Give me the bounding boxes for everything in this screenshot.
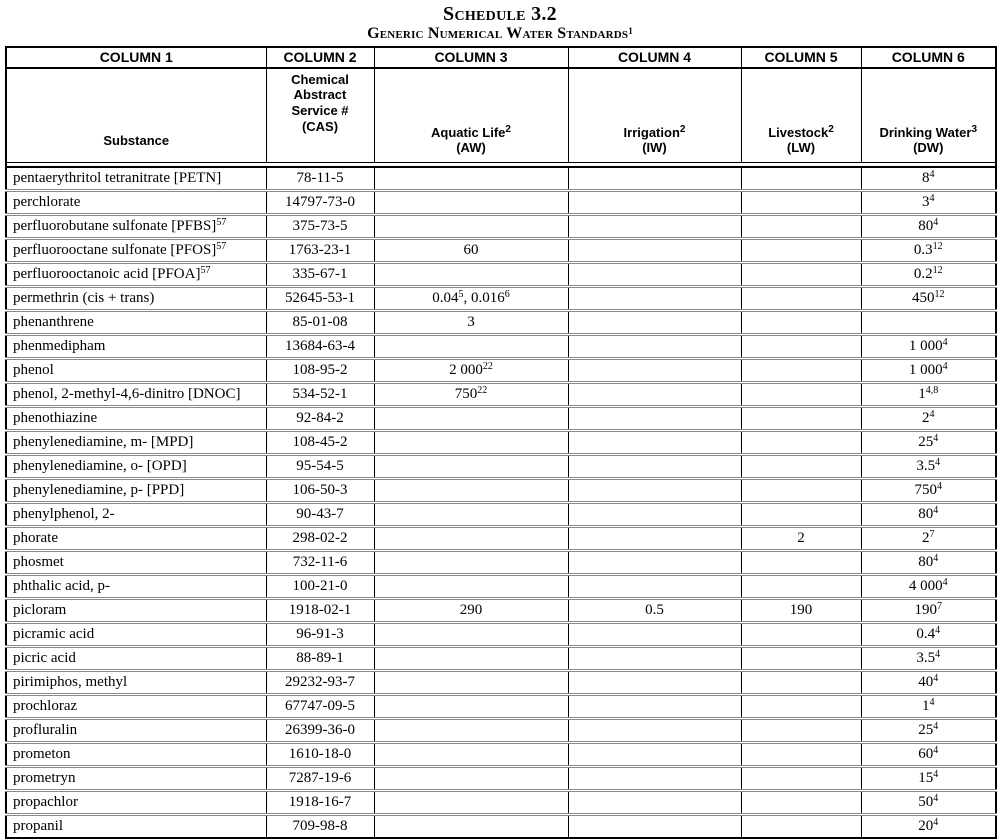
aw-cell xyxy=(374,214,568,238)
column-number-header-row xyxy=(6,47,996,68)
irrigation-abbr: (IW) xyxy=(642,140,667,156)
dw-cell: 1 $000^4$ xyxy=(861,334,996,358)
dw-cell: $2^4$ xyxy=(861,406,996,430)
dw-cell: $8^4$ xyxy=(861,167,996,191)
table-row xyxy=(6,430,996,454)
substance-cell: phenylenediamine, o- [OPD] xyxy=(6,454,266,478)
footnote-marker: 4 xyxy=(935,624,941,636)
aw-cell xyxy=(374,766,568,790)
column-6-header: COLUMN 6 xyxy=(861,47,996,68)
dw-cell: $60^4$ xyxy=(861,742,996,766)
footnote-marker: 4 xyxy=(933,432,939,444)
dw-cell: $1^4$ xyxy=(861,694,996,718)
substance-cell: propanil xyxy=(6,814,266,838)
cas-cell: 108-95-2 xyxy=(266,358,374,382)
iw-cell xyxy=(568,718,741,742)
cas-cell: 92-84-2 xyxy=(266,406,374,430)
aw-cell xyxy=(374,718,568,742)
iw-cell xyxy=(568,214,741,238)
footnote-marker: 4 xyxy=(933,792,939,804)
cas-header-line: (CAS) xyxy=(301,118,339,134)
cas-header-line: Service # xyxy=(291,102,349,118)
lw-cell xyxy=(741,694,861,718)
aw-cell xyxy=(374,478,568,502)
iw-cell xyxy=(568,286,741,310)
lw-cell xyxy=(741,478,861,502)
lw-cell xyxy=(741,238,861,262)
table-body xyxy=(6,167,996,838)
table-row xyxy=(6,167,996,191)
lw-cell xyxy=(741,382,861,406)
dw-cell: $25^4$ xyxy=(861,430,996,454)
footnote-marker: 4,8 xyxy=(925,384,939,396)
lw-cell xyxy=(741,406,861,430)
lw-cell xyxy=(741,334,861,358)
column-2-header: COLUMN 2 xyxy=(266,47,374,68)
aw-cell: 2 $000^{22}$ xyxy=(374,358,568,382)
cas-header xyxy=(266,68,374,163)
lw-cell xyxy=(741,286,861,310)
column-4-header: COLUMN 4 xyxy=(568,47,741,68)
aquatic-life-label: Aquatic Life xyxy=(431,124,506,140)
lw-cell xyxy=(741,262,861,286)
substance-cell: prochloraz xyxy=(6,694,266,718)
substance-cell: pentaerythritol tetranitrate [PETN] xyxy=(6,167,266,191)
iw-cell xyxy=(568,646,741,670)
footnote-marker: 4 xyxy=(933,816,939,828)
footnote-marker: 12 xyxy=(934,288,945,300)
dw-cell: $190^7$ xyxy=(861,598,996,622)
livestock-header xyxy=(741,68,861,163)
cas-cell: 78-11-5 xyxy=(266,167,374,191)
cas-cell: 375-73-5 xyxy=(266,214,374,238)
aw-cell xyxy=(374,502,568,526)
aquatic-life-header xyxy=(374,68,568,163)
substance-cell: phenmedipham xyxy=(6,334,266,358)
table-row xyxy=(6,670,996,694)
subtitle-text: Generic Numerical Water Standards xyxy=(367,25,629,42)
footnote-marker: 7 xyxy=(929,528,935,540)
table-row xyxy=(6,766,996,790)
substance-cell: prometryn xyxy=(6,766,266,790)
footnote-marker: 4 xyxy=(929,192,935,204)
substance-cell: phenol xyxy=(6,358,266,382)
lw-cell xyxy=(741,670,861,694)
dw-cell: $3^4$ xyxy=(861,190,996,214)
substance-cell: pirimiphos, methyl xyxy=(6,670,266,694)
aw-cell: 60 xyxy=(374,238,568,262)
cas-cell: 732-11-6 xyxy=(266,550,374,574)
drinking-water-footnote: 3 xyxy=(971,123,978,135)
table-row xyxy=(6,358,996,382)
table-row xyxy=(6,478,996,502)
table-row xyxy=(6,742,996,766)
aw-cell xyxy=(374,694,568,718)
footnote-marker: 12 xyxy=(932,240,943,252)
table-row xyxy=(6,646,996,670)
substance-cell: picric acid xyxy=(6,646,266,670)
footnote-marker: 4 xyxy=(933,216,939,228)
aw-cell xyxy=(374,622,568,646)
cas-cell: 298-02-2 xyxy=(266,526,374,550)
table-row xyxy=(6,574,996,598)
substance-cell: permethrin (cis + trans) xyxy=(6,286,266,310)
lw-cell xyxy=(741,430,861,454)
aw-cell xyxy=(374,167,568,191)
cas-cell: 85-01-08 xyxy=(266,310,374,334)
footnote-marker: 4 xyxy=(942,336,948,348)
cas-cell: 26399-36-0 xyxy=(266,718,374,742)
substance-cell: perfluorooctane sulfonate [PFOS]$^{57}$ xyxy=(6,238,266,262)
cas-cell: 709-98-8 xyxy=(266,814,374,838)
dw-cell: $80^4$ xyxy=(861,502,996,526)
iw-cell xyxy=(568,574,741,598)
drinking-water-label: Drinking Water xyxy=(879,124,972,140)
cas-cell: 1918-16-7 xyxy=(266,790,374,814)
column-3-header: COLUMN 3 xyxy=(374,47,568,68)
cas-cell: 52645-53-1 xyxy=(266,286,374,310)
iw-cell xyxy=(568,334,741,358)
table-row xyxy=(6,382,996,406)
footnote-marker: 4 xyxy=(929,696,935,708)
dw-cell: $3.5^4$ xyxy=(861,646,996,670)
iw-cell xyxy=(568,526,741,550)
cas-cell: 14797-73-0 xyxy=(266,190,374,214)
cas-header-line: Abstract xyxy=(293,87,347,103)
substance-cell: perfluorooctanoic acid [PFOA]$^{57}$ xyxy=(6,262,266,286)
table-row xyxy=(6,502,996,526)
dw-cell: $20^4$ xyxy=(861,814,996,838)
substance-cell: perfluorobutane sulfonate [PFBS]$^{57}$ xyxy=(6,214,266,238)
page-subtitle xyxy=(0,26,1000,43)
water-standards-table xyxy=(5,46,997,839)
footnote-marker: 4 xyxy=(933,504,939,516)
lw-cell xyxy=(741,214,861,238)
footnote-marker: 4 xyxy=(937,480,942,492)
dw-cell: $0.4^4$ xyxy=(861,622,996,646)
table-row xyxy=(6,190,996,214)
iw-cell xyxy=(568,550,741,574)
footnote-marker: 4 xyxy=(933,672,939,684)
iw-cell xyxy=(568,766,741,790)
dw-cell: $80^4$ xyxy=(861,550,996,574)
lw-cell xyxy=(741,790,861,814)
table-row xyxy=(6,598,996,622)
aw-cell xyxy=(374,550,568,574)
footnote-marker: 22 xyxy=(482,360,493,372)
table-row xyxy=(6,238,996,262)
lw-cell xyxy=(741,622,861,646)
substance-cell: phenol, 2-methyl-4,6-dinitro [DNOC] xyxy=(6,382,266,406)
page-title: Schedule 3.2 xyxy=(443,3,557,25)
iw-cell xyxy=(568,310,741,334)
footnote-marker: 5 xyxy=(458,288,464,300)
dw-cell: $25^4$ xyxy=(861,718,996,742)
substance-cell: picramic acid xyxy=(6,622,266,646)
aw-cell xyxy=(374,526,568,550)
cas-cell: 7287-19-6 xyxy=(266,766,374,790)
aquatic-life-abbr: (AW) xyxy=(456,140,486,156)
aw-cell xyxy=(374,262,568,286)
substance-cell: perchlorate xyxy=(6,190,266,214)
aw-cell xyxy=(374,574,568,598)
cas-cell: 108-45-2 xyxy=(266,430,374,454)
iw-cell xyxy=(568,167,741,191)
iw-cell xyxy=(568,454,741,478)
livestock-label: Livestock xyxy=(768,124,829,140)
footnote-marker: 57 xyxy=(216,240,227,252)
lw-cell xyxy=(741,310,861,334)
dw-cell: $40^4$ xyxy=(861,670,996,694)
dw-cell: $2^7$ xyxy=(861,526,996,550)
table-row xyxy=(6,526,996,550)
table-row xyxy=(6,310,996,334)
lw-cell: 2 xyxy=(741,526,861,550)
lw-cell xyxy=(741,574,861,598)
cas-cell: 106-50-3 xyxy=(266,478,374,502)
lw-cell xyxy=(741,167,861,191)
drinking-water-abbr: (DW) xyxy=(913,140,944,156)
iw-cell xyxy=(568,622,741,646)
lw-cell xyxy=(741,766,861,790)
aw-cell xyxy=(374,454,568,478)
aw-cell: 290 xyxy=(374,598,568,622)
lw-cell xyxy=(741,814,861,838)
lw-cell xyxy=(741,502,861,526)
substance-cell: phenylenediamine, m- [MPD] xyxy=(6,430,266,454)
cas-cell: 1763-23-1 xyxy=(266,238,374,262)
document-page xyxy=(0,4,1000,839)
aw-cell xyxy=(374,646,568,670)
aw-cell xyxy=(374,334,568,358)
cas-cell: 67747-09-5 xyxy=(266,694,374,718)
livestock-abbr: (LW) xyxy=(786,140,816,156)
iw-cell xyxy=(568,694,741,718)
cas-cell: 96-91-3 xyxy=(266,622,374,646)
dw-cell: $450^{12}$ xyxy=(861,286,996,310)
lw-cell xyxy=(741,742,861,766)
iw-cell xyxy=(568,814,741,838)
cas-cell: 335-67-1 xyxy=(266,262,374,286)
footnote-marker: 4 xyxy=(933,720,939,732)
dw-cell: $80^4$ xyxy=(861,214,996,238)
iw-cell xyxy=(568,742,741,766)
table-row xyxy=(6,454,996,478)
iw-cell xyxy=(568,382,741,406)
aquatic-life-footnote: 2 xyxy=(505,123,511,135)
footnote-marker: 4 xyxy=(933,744,939,756)
cas-cell: 100-21-0 xyxy=(266,574,374,598)
table-row xyxy=(6,214,996,238)
aw-cell xyxy=(374,742,568,766)
lw-cell xyxy=(741,718,861,742)
cas-cell: 29232-93-7 xyxy=(266,670,374,694)
iw-cell xyxy=(568,430,741,454)
footnote-marker: 4 xyxy=(935,456,941,468)
aw-cell: $750^{22}$ xyxy=(374,382,568,406)
iw-cell xyxy=(568,670,741,694)
cas-cell: 95-54-5 xyxy=(266,454,374,478)
dw-cell: $750^4$ xyxy=(861,478,996,502)
dw-cell: 1$^{4,8}$ xyxy=(861,382,996,406)
column-5-header: COLUMN 5 xyxy=(741,47,861,68)
irrigation-label: Irrigation xyxy=(623,124,680,140)
iw-cell xyxy=(568,262,741,286)
footnote-marker: 4 xyxy=(929,168,935,180)
iw-cell xyxy=(568,358,741,382)
table-row xyxy=(6,550,996,574)
footnote-marker: 4 xyxy=(942,576,948,588)
iw-cell xyxy=(568,190,741,214)
table-row xyxy=(6,694,996,718)
iw-cell xyxy=(568,406,741,430)
dw-cell: 1 $000^4$ xyxy=(861,358,996,382)
footnote-marker: 57 xyxy=(216,216,227,228)
aw-cell xyxy=(374,790,568,814)
iw-cell xyxy=(568,790,741,814)
aw-cell xyxy=(374,670,568,694)
footnote-marker: 57 xyxy=(200,264,211,276)
footnote-marker: 12 xyxy=(932,264,943,276)
table-row xyxy=(6,622,996,646)
aw-cell: 3 xyxy=(374,310,568,334)
aw-cell: 0.04$^5$, 0.016$^6$ xyxy=(374,286,568,310)
footnote-marker: 4 xyxy=(929,408,935,420)
subtitle-footnote-marker: 1 xyxy=(628,26,633,36)
table-row xyxy=(6,718,996,742)
substance-cell: phenanthrene xyxy=(6,310,266,334)
cas-cell: 1918-02-1 xyxy=(266,598,374,622)
lw-cell xyxy=(741,358,861,382)
livestock-footnote: 2 xyxy=(828,123,834,135)
lw-cell xyxy=(741,454,861,478)
substance-cell: phenylenediamine, p- [PPD] xyxy=(6,478,266,502)
table-row xyxy=(6,406,996,430)
dw-cell: $0.2^{12}$ xyxy=(861,262,996,286)
iw-cell xyxy=(568,238,741,262)
dw-cell: $0.3^{12}$ xyxy=(861,238,996,262)
dw-cell: $3.5^4$ xyxy=(861,454,996,478)
footnote-marker: 4 xyxy=(933,768,939,780)
substance-cell: profluralin xyxy=(6,718,266,742)
substance-header: Substance xyxy=(6,68,266,163)
table-row xyxy=(6,286,996,310)
lw-cell xyxy=(741,550,861,574)
footnote-marker: 7 xyxy=(937,600,942,612)
aw-cell xyxy=(374,406,568,430)
drinking-water-header xyxy=(861,68,996,163)
dw-cell: 4 $000^4$ xyxy=(861,574,996,598)
substance-cell: prometon xyxy=(6,742,266,766)
aw-cell xyxy=(374,190,568,214)
footnote-marker: 22 xyxy=(477,384,488,396)
iw-cell xyxy=(568,502,741,526)
irrigation-header xyxy=(568,68,741,163)
substance-cell: picloram xyxy=(6,598,266,622)
footnote-marker: 4 xyxy=(933,552,939,564)
substance-cell: propachlor xyxy=(6,790,266,814)
substance-cell: phosmet xyxy=(6,550,266,574)
footnote-marker: 6 xyxy=(504,288,510,300)
aw-cell xyxy=(374,430,568,454)
cas-cell: 88-89-1 xyxy=(266,646,374,670)
substance-cell: phenothiazine xyxy=(6,406,266,430)
cas-cell: 90-43-7 xyxy=(266,502,374,526)
lw-cell xyxy=(741,646,861,670)
cas-cell: 1610-18-0 xyxy=(266,742,374,766)
cas-cell: 534-52-1 xyxy=(266,382,374,406)
column-1-header: COLUMN 1 xyxy=(6,47,266,68)
aw-cell xyxy=(374,814,568,838)
lw-cell xyxy=(741,190,861,214)
substance-cell: phthalic acid, p- xyxy=(6,574,266,598)
footnote-marker: 4 xyxy=(935,648,941,660)
column-label-header-row xyxy=(6,68,996,163)
lw-cell: 190 xyxy=(741,598,861,622)
table-row xyxy=(6,262,996,286)
table-row xyxy=(6,334,996,358)
dw-cell: $15^4$ xyxy=(861,766,996,790)
table-row xyxy=(6,814,996,838)
substance-cell: phorate xyxy=(6,526,266,550)
cas-cell: 13684-63-4 xyxy=(266,334,374,358)
dw-cell: $50^4$ xyxy=(861,790,996,814)
substance-cell: phenylphenol, 2- xyxy=(6,502,266,526)
iw-cell xyxy=(568,478,741,502)
table-row xyxy=(6,790,996,814)
footnote-marker: 4 xyxy=(942,360,948,372)
dw-cell xyxy=(861,310,996,334)
iw-cell: 0.5 xyxy=(568,598,741,622)
irrigation-footnote: 2 xyxy=(679,123,686,135)
cas-header-line: Chemical xyxy=(291,71,349,87)
